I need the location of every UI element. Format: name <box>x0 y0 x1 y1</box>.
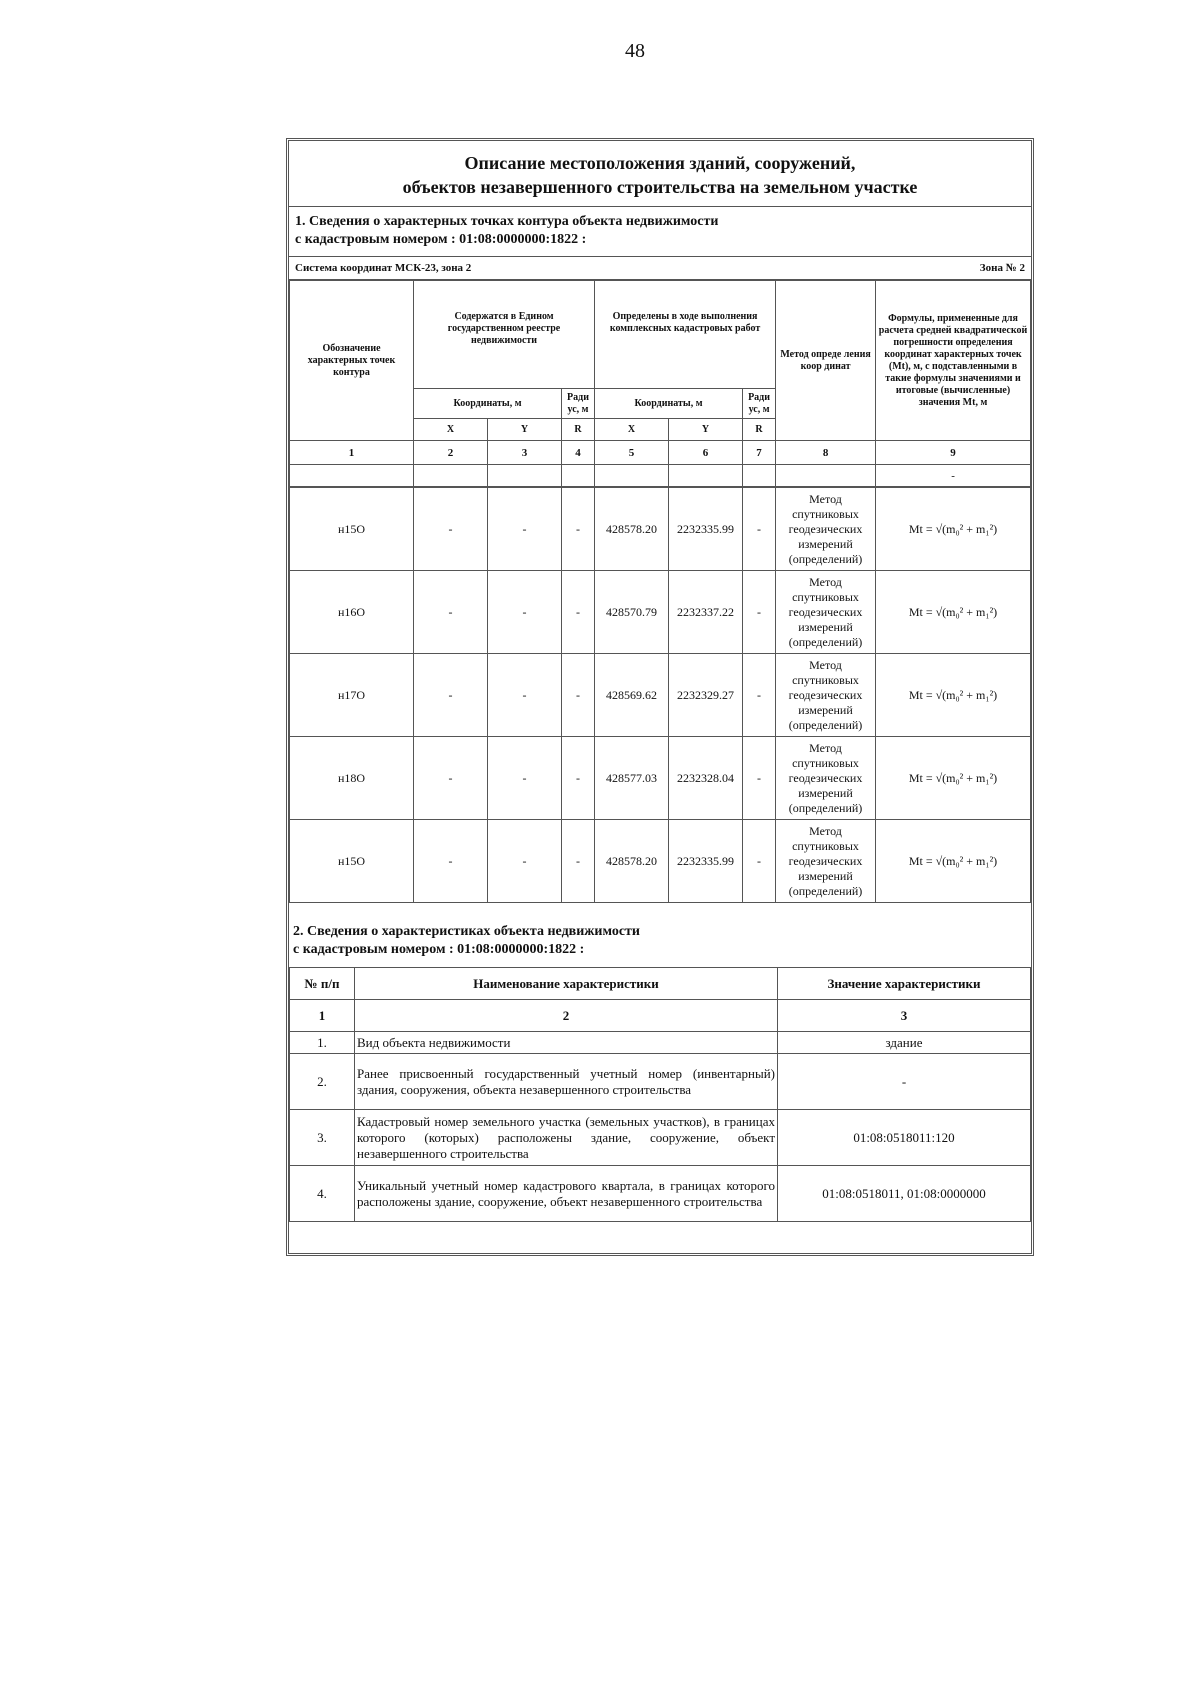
char-cell-value: здание <box>778 1032 1031 1054</box>
char-cell-name: Кадастровый номер земельного участка (земельных участков), в границах которого (которых) расположены здание, сооружение, объект незавершенного строительства <box>355 1110 778 1166</box>
cell-x2: 428578.20 <box>595 820 669 903</box>
char-header-value: Значение характеристики <box>778 968 1031 1000</box>
cell-formula: Mt = √(m₀² + m₁²) <box>876 488 1031 571</box>
cell-r2: - <box>743 488 776 571</box>
cell-x2: 428578.20 <box>595 488 669 571</box>
table-row <box>290 654 1031 737</box>
document-frame <box>286 138 1034 1256</box>
cell-r1: - <box>562 654 595 737</box>
cell-y1: - <box>488 654 562 737</box>
table-row <box>290 1054 1031 1110</box>
char-col-num: 3 <box>778 1000 1031 1032</box>
table-row <box>290 820 1031 903</box>
char-col-num: 2 <box>355 1000 778 1032</box>
section-1-line-2: с кадастровым номером : 01:08:0000000:1822 : <box>295 232 587 247</box>
cell-point: н15О <box>290 820 414 903</box>
cell-y1: - <box>488 488 562 571</box>
cell-y2: 2232328.04 <box>669 737 743 820</box>
header-egrn: Содержатся в Едином государственном реестре недвижимости <box>414 281 595 389</box>
col-num: 4 <box>562 441 595 465</box>
char-col-num: 1 <box>290 1000 355 1032</box>
cell-x1: - <box>414 820 488 903</box>
cell-r1: - <box>562 571 595 654</box>
col-num: 9 <box>876 441 1031 465</box>
char-cell-value: 01:08:0518011:120 <box>778 1110 1031 1166</box>
cell-r1: - <box>562 488 595 571</box>
coordinates-table <box>289 280 1031 487</box>
header-point: Обозначение характерных точек контура <box>290 281 414 441</box>
char-cell-n: 1. <box>290 1032 355 1054</box>
header-y-egrn: Y <box>488 419 562 441</box>
cell-method: Метод спутниковых геодезических измерений (определений) <box>776 488 876 571</box>
cell-x2: 428577.03 <box>595 737 669 820</box>
section-2-line-2: с кадастровым номером : 01:08:0000000:1822 : <box>293 942 585 957</box>
coordinates-rows <box>289 487 1031 903</box>
cell-point: н17О <box>290 654 414 737</box>
cell-formula: Mt = √(m₀² + m₁²) <box>876 571 1031 654</box>
char-cell-value: 01:08:0518011, 01:08:0000000 <box>778 1166 1031 1222</box>
table-row <box>290 1166 1031 1222</box>
cell-y2: 2232335.99 <box>669 820 743 903</box>
col-num: 2 <box>414 441 488 465</box>
section-2-line-1: 2. Сведения о характеристиках объекта недвижимости <box>293 924 640 939</box>
col-num: 3 <box>488 441 562 465</box>
characteristics-table <box>289 967 1031 1222</box>
cell-method: Метод спутниковых геодезических измерений (определений) <box>776 571 876 654</box>
cell-method: Метод спутниковых геодезических измерений (определений) <box>776 654 876 737</box>
title-line-2: объектов незавершенного строительства на земельном участке <box>402 177 918 197</box>
char-cell-name: Уникальный учетный номер кадастрового квартала, в границах которого расположены здание, сооружение, объект незавершенного строительства <box>355 1166 778 1222</box>
header-formula: Формулы, примененные для расчета средней квадратической погрешности определения координат характерных точек (Mt), м, с подставленными в такие формулы значениями и итоговые (вычисленные) значения Mt, м <box>876 281 1031 441</box>
header-coords-egrn: Координаты, м <box>414 389 562 419</box>
table-row <box>290 1032 1031 1054</box>
header-method: Метод опреде ления коор динат <box>776 281 876 441</box>
header-kkr: Определены в ходе выполнения комплексных кадастровых работ <box>595 281 776 389</box>
char-header-number: № п/п <box>290 968 355 1000</box>
char-cell-n: 4. <box>290 1166 355 1222</box>
cell-y1: - <box>488 820 562 903</box>
header-y-kkr: Y <box>669 419 743 441</box>
page-number: 48 <box>625 40 645 62</box>
cell-x2: 428569.62 <box>595 654 669 737</box>
table-row <box>290 488 1031 571</box>
cell-y2: 2232337.22 <box>669 571 743 654</box>
char-cell-value: - <box>778 1054 1031 1110</box>
empty-row-formula: - <box>876 465 1031 487</box>
table-row <box>290 1110 1031 1166</box>
zone-label: Зона № 2 <box>979 262 1025 274</box>
cell-r2: - <box>743 820 776 903</box>
section-1-line-1: 1. Сведения о характерных точках контура объекта недвижимости <box>295 214 719 229</box>
cell-x1: - <box>414 571 488 654</box>
column-number-row <box>290 441 1031 465</box>
document-title <box>289 141 1031 207</box>
col-num: 8 <box>776 441 876 465</box>
cell-r2: - <box>743 654 776 737</box>
char-cell-n: 3. <box>290 1110 355 1166</box>
cell-method: Метод спутниковых геодезических измерений (определений) <box>776 820 876 903</box>
header-coords-kkr: Координаты, м <box>595 389 743 419</box>
col-num: 5 <box>595 441 669 465</box>
header-radius-egrn: Ради ус, м <box>562 389 595 419</box>
coord-system: Система координат МСК-23, зона 2 <box>295 262 472 274</box>
char-header-name: Наименование характеристики <box>355 968 778 1000</box>
cell-x1: - <box>414 488 488 571</box>
cell-point: н16О <box>290 571 414 654</box>
cell-r1: - <box>562 820 595 903</box>
empty-row <box>290 465 1031 487</box>
cell-y1: - <box>488 737 562 820</box>
char-cell-n: 2. <box>290 1054 355 1110</box>
cell-y2: 2232335.99 <box>669 488 743 571</box>
cell-r2: - <box>743 737 776 820</box>
char-cell-name: Вид объекта недвижимости <box>355 1032 778 1054</box>
table-row <box>290 571 1031 654</box>
cell-formula: Mt = √(m₀² + m₁²) <box>876 737 1031 820</box>
col-num: 6 <box>669 441 743 465</box>
cell-point: н18О <box>290 737 414 820</box>
cell-formula: Mt = √(m₀² + m₁²) <box>876 654 1031 737</box>
title-line-1: Описание местоположения зданий, сооружений, <box>464 153 856 173</box>
col-num: 1 <box>290 441 414 465</box>
table-row <box>290 737 1031 820</box>
col-num: 7 <box>743 441 776 465</box>
section-1-heading <box>289 207 1031 257</box>
header-x-egrn: X <box>414 419 488 441</box>
cell-formula: Mt = √(m₀² + m₁²) <box>876 820 1031 903</box>
header-r-kkr: R <box>743 419 776 441</box>
char-cell-name: Ранее присвоенный государственный учетный номер (инвентарный) здания, сооружения, объекта незавершенного строительства <box>355 1054 778 1110</box>
header-radius-kkr: Ради ус, м <box>743 389 776 419</box>
cell-x2: 428570.79 <box>595 571 669 654</box>
cell-r2: - <box>743 571 776 654</box>
cell-x1: - <box>414 737 488 820</box>
cell-point: н15О <box>290 488 414 571</box>
header-x-kkr: X <box>595 419 669 441</box>
cell-y1: - <box>488 571 562 654</box>
section-2-heading <box>289 903 1031 967</box>
coord-system-row <box>289 257 1031 280</box>
cell-r1: - <box>562 737 595 820</box>
cell-x1: - <box>414 654 488 737</box>
cell-y2: 2232329.27 <box>669 654 743 737</box>
header-r-egrn: R <box>562 419 595 441</box>
cell-method: Метод спутниковых геодезических измерений (определений) <box>776 737 876 820</box>
